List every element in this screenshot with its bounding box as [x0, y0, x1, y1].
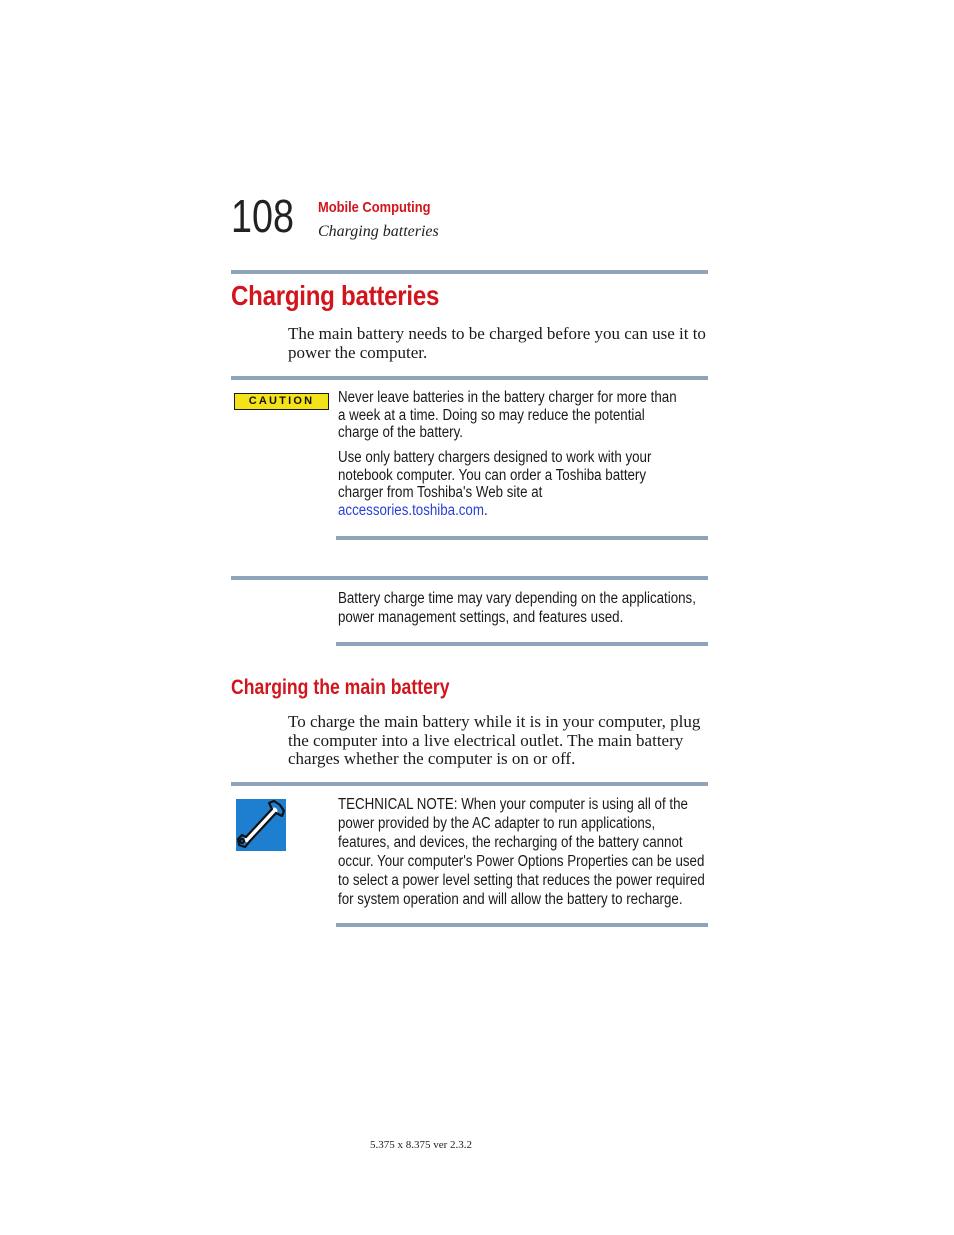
caution-line: Use only battery chargers designed to work with your	[338, 449, 652, 466]
caution-line: charge of the battery.	[338, 424, 463, 441]
caution-line: charger from Toshiba's Web site at	[338, 484, 543, 501]
tech-note-top-rule	[231, 782, 708, 786]
note-line: power management settings, and features used.	[338, 609, 624, 626]
tech-note-line: power provided by the AC adapter to run applications,	[338, 815, 656, 832]
caution-badge: CAUTION	[234, 393, 329, 410]
note-paragraph	[338, 589, 696, 627]
intro-paragraph	[288, 325, 706, 362]
chapter-title: Mobile Computing	[318, 199, 431, 216]
caution-line: notebook computer. You can order a Toshiba battery	[338, 466, 647, 484]
intro-line: The main battery needs to be charged before you can use it to	[288, 324, 706, 343]
caution-line: a week at a time. Doing so may reduce the potential	[338, 406, 645, 424]
note-top-rule	[231, 576, 708, 580]
subsection-line: the computer into a live electrical outlet. The main battery	[288, 730, 684, 750]
wrench-icon	[236, 799, 286, 851]
footer-version: 5.375 x 8.375 ver 2.3.2	[370, 1139, 473, 1151]
tech-note-line: for system operation and will allow the battery to recharge.	[338, 891, 683, 908]
caution-link-line	[338, 502, 651, 520]
subsection-line: charges whether the computer is on or off.	[288, 749, 576, 769]
section-subtitle: Charging batteries	[318, 223, 439, 240]
caution-paragraph-2	[338, 449, 651, 519]
caution-line: Never leave batteries in the battery charger for more than	[338, 389, 677, 406]
caution-bottom-rule	[336, 536, 708, 540]
tech-note-line: features, and devices, the recharging of the battery cannot	[338, 834, 683, 851]
page-number: 108	[231, 190, 294, 242]
section-rule	[231, 270, 708, 274]
tech-note-bottom-rule	[336, 923, 708, 927]
toshiba-accessories-link[interactable]: accessories.toshiba.com	[338, 501, 484, 519]
subsection-heading: Charging the main battery	[231, 676, 450, 699]
intro-line: power the computer.	[288, 342, 428, 362]
tech-note-line: occur. Your computer's Power Options Properties can be used	[338, 853, 705, 870]
main-heading: Charging batteries	[231, 280, 440, 311]
link-suffix: .	[483, 501, 488, 519]
subsection-line: To charge the main battery while it is in your computer, plug	[288, 712, 701, 731]
tech-note-line: TECHNICAL NOTE: When your computer is using all of the	[338, 796, 688, 813]
tech-note-paragraph	[338, 795, 705, 909]
note-bottom-rule	[336, 642, 708, 646]
caution-top-rule	[231, 376, 708, 380]
tech-note-line: to select a power level setting that reduces the power required	[338, 872, 705, 889]
caution-paragraph-1	[338, 389, 677, 442]
subsection-paragraph	[288, 713, 700, 769]
note-line: Battery charge time may vary depending on the applications,	[338, 590, 696, 607]
